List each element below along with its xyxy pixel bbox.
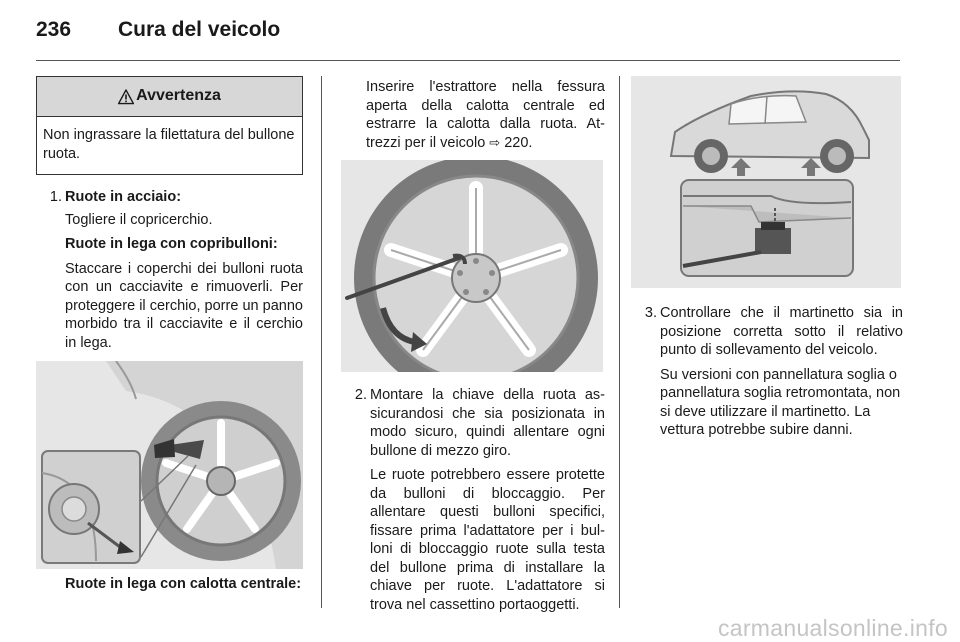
item-title: Ruote in acciaio: — [65, 189, 182, 205]
section-title: Cura del veicolo — [118, 18, 281, 41]
wheel-bolt-cover-illustration — [36, 361, 303, 569]
header-rule — [36, 60, 900, 61]
list-item-1 — [36, 188, 303, 207]
page-header — [36, 18, 280, 42]
column-2 — [341, 78, 605, 614]
center-cap-removal-illustration — [341, 160, 603, 372]
warning-box — [36, 76, 303, 175]
cross-reference-page: 220. — [504, 134, 533, 151]
watermark: carmanualsonline.info — [717, 615, 948, 641]
center-cap-text: Inserire l'estrattore nella fessura aperta della calotta centrale ed estrarre la calotta dalla ruota. Attrezzi per il veicolo ⇨ 220. — [366, 79, 605, 151]
warning-title: Avvertenza — [136, 87, 221, 105]
column-divider — [619, 76, 620, 608]
page-number: 236 — [36, 18, 72, 41]
column-divider — [321, 76, 322, 608]
item-number: 1. — [49, 189, 62, 205]
alloy-bolt-title: Ruote in lega con copribulloni: — [65, 236, 278, 252]
locking-bolts-note: Le ruote potrebbero essere protette da bulloni di bloccaggio. Per allentare questi bulloni specifici, fissare prima l'adattatore per i bulloni di bloccaggio ruote sulla testa del bullone prima di installare la chiave per ruote. L'adattatore si trova nel cassettino portaoggetti. — [370, 467, 605, 613]
cross-reference-icon: ⇨ — [489, 134, 501, 150]
item-number: 3. — [644, 305, 657, 321]
sill-panel-note: Su versioni con pannellatura soglia o pannellatura soglia retromontata, non si deve utilizzare il martinetto. La vettura potrebbe subire danni. — [660, 366, 901, 438]
column-1 — [36, 76, 303, 594]
warning-header — [37, 77, 302, 117]
alloy-bolt-text: Staccare i coperchi dei bulloni ruota con un cacciavite e rimuoverli. Per proteggere il cerchio, porre un panno morbido tra il cacciavite e il cerchio in lega. — [65, 260, 303, 351]
steel-wheel-text: Togliere il copricerchio. — [65, 211, 213, 228]
item-number: 2. — [354, 387, 367, 403]
warning-text: Non ingrassare la filettatura del bullone ruota. — [43, 127, 295, 162]
alloy-cap-title: Ruote in lega con calotta centrale: — [65, 576, 302, 592]
item-text: Montare la chiave della ruota assicurandosi che sia posizionata in modo sicuro, quindi allentare ogni bullone di mezzo giro. — [370, 387, 605, 459]
item-text: Controllare che il martinetto sia in posizione corretta sotto il relativo punto di sollevamento del veicolo. — [660, 305, 903, 358]
warning-icon — [118, 89, 134, 105]
column-3 — [631, 76, 903, 440]
jack-position-illustration — [631, 76, 901, 288]
list-item-2 — [341, 386, 605, 460]
list-item-3 — [631, 304, 903, 360]
